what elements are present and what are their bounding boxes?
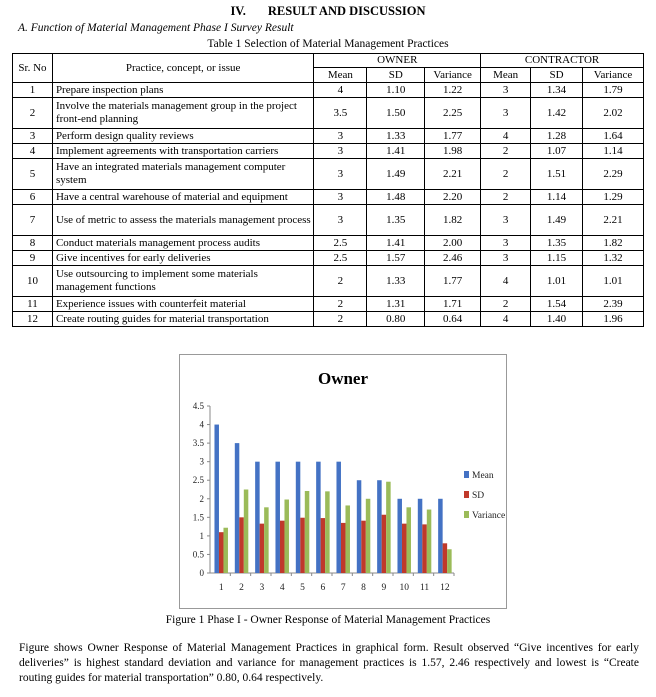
y-tick-label: 4.5	[192, 401, 204, 411]
owner-variance-cell: 1.82	[425, 205, 481, 236]
bar-mean	[235, 443, 240, 573]
table-row	[13, 312, 644, 327]
y-tick-label: 2	[199, 493, 204, 504]
row-practice: Perform design quality reviews	[52, 129, 313, 144]
y-tick-label: 2.5	[192, 475, 204, 486]
bar-variance	[447, 549, 452, 573]
row-practice: Create routing guides for material transportation	[52, 312, 313, 327]
bar-sd	[260, 524, 265, 573]
bar-sd	[443, 543, 448, 573]
header-sr-no: Sr. No	[13, 54, 53, 83]
x-tick-label: 1	[218, 583, 224, 593]
owner-mean-cell: 2.5	[314, 251, 367, 266]
contractor-sd-cell: 1.40	[531, 312, 583, 327]
section-number: IV.	[230, 4, 246, 18]
table-caption: Table 1 Selection of Material Management Practices	[207, 38, 449, 50]
owner-chart	[179, 354, 507, 609]
contractor-variance-cell: 2.02	[582, 98, 643, 129]
owner-sd-cell: 1.33	[367, 266, 425, 297]
contractor-mean-cell: 3	[481, 205, 531, 236]
header-owner-sd: SD	[367, 68, 425, 83]
owner-sd-cell: 1.33	[367, 129, 425, 144]
bar-mean	[275, 462, 280, 573]
bar-mean	[336, 462, 341, 573]
owner-variance-cell: 2.25	[425, 98, 481, 129]
section-heading	[0, 4, 656, 19]
contractor-variance-cell: 1.29	[582, 190, 643, 205]
contractor-mean-cell: 3	[481, 236, 531, 251]
contractor-variance-cell: 1.64	[582, 129, 643, 144]
table-row	[13, 205, 644, 236]
row-practice: Conduct materials management process audits	[52, 236, 313, 251]
bar-variance	[223, 528, 228, 573]
row-sr-no: 1	[13, 83, 53, 98]
bar-sd	[300, 518, 305, 573]
bar-variance	[244, 490, 249, 574]
bar-mean	[397, 499, 402, 573]
y-tick-label: 1	[199, 530, 204, 541]
owner-mean-cell: 3	[314, 129, 367, 144]
owner-variance-cell: 1.77	[425, 129, 481, 144]
bar-sd	[219, 532, 224, 573]
table-row	[13, 266, 644, 297]
bar-sd	[341, 523, 346, 573]
contractor-sd-cell: 1.14	[531, 190, 583, 205]
bar-variance	[284, 500, 289, 573]
contractor-variance-cell: 1.32	[582, 251, 643, 266]
y-tick-label: 3.5	[192, 438, 204, 449]
contractor-variance-cell: 1.01	[582, 266, 643, 297]
owner-sd-cell: 1.35	[367, 205, 425, 236]
owner-sd-cell: 1.48	[367, 190, 425, 205]
legend-label-variance: Variance	[472, 511, 506, 521]
owner-variance-cell: 2.20	[425, 190, 481, 205]
row-practice: Involve the materials management group in the project front-end planning	[52, 98, 313, 129]
contractor-sd-cell: 1.51	[531, 159, 583, 190]
x-tick-label: 7	[340, 583, 346, 593]
table-row	[13, 190, 644, 205]
contractor-mean-cell: 4	[481, 266, 531, 297]
section-title: RESULT AND DISCUSSION	[267, 4, 426, 18]
bar-mean	[418, 499, 423, 573]
y-tick-label: 0	[199, 568, 204, 578]
figure-caption: Figure 1 Phase I - Owner Response of Material Management Practices	[165, 614, 491, 626]
row-practice: Give incentives for early deliveries	[52, 251, 313, 266]
contractor-mean-cell: 2	[481, 144, 531, 159]
contractor-mean-cell: 3	[481, 98, 531, 129]
row-sr-no: 10	[13, 266, 53, 297]
contractor-sd-cell: 1.35	[531, 236, 583, 251]
bar-variance	[406, 507, 411, 573]
owner-mean-cell: 4	[314, 83, 367, 98]
contractor-variance-cell: 1.14	[582, 144, 643, 159]
y-tick-label: 1.5	[192, 512, 204, 523]
row-sr-no: 5	[13, 159, 53, 190]
contractor-sd-cell: 1.42	[531, 98, 583, 129]
row-practice: Use outsourcing to implement some materials management functions	[52, 266, 313, 297]
bar-mean	[255, 462, 260, 573]
contractor-sd-cell: 1.54	[531, 297, 583, 312]
bar-mean	[377, 480, 382, 573]
row-practice: Prepare inspection plans	[52, 83, 313, 98]
bar-sd	[239, 517, 244, 573]
table-row	[13, 98, 644, 129]
x-tick-label: 5	[300, 583, 305, 593]
owner-sd-cell: 1.49	[367, 159, 425, 190]
bar-variance	[366, 499, 371, 573]
bar-sd	[422, 524, 427, 573]
owner-variance-cell: 0.64	[425, 312, 481, 327]
header-owner-variance: Variance	[425, 68, 481, 83]
row-sr-no: 12	[13, 312, 53, 327]
contractor-mean-cell: 2	[481, 297, 531, 312]
header-owner: OWNER	[314, 54, 481, 68]
contractor-mean-cell: 2	[481, 190, 531, 205]
owner-mean-cell: 2	[314, 266, 367, 297]
bar-variance	[264, 507, 269, 573]
owner-variance-cell: 2.46	[425, 251, 481, 266]
contractor-variance-cell: 2.29	[582, 159, 643, 190]
header-owner-mean: Mean	[314, 68, 367, 83]
bar-sd	[402, 524, 407, 573]
bar-mean	[296, 462, 301, 573]
bar-variance	[427, 510, 432, 573]
owner-mean-cell: 3.5	[314, 98, 367, 129]
row-sr-no: 7	[13, 205, 53, 236]
bar-mean	[214, 425, 219, 573]
owner-sd-cell: 0.80	[367, 312, 425, 327]
legend-swatch-mean	[464, 471, 469, 478]
row-practice: Experience issues with counterfeit material	[52, 297, 313, 312]
legend-label-sd: SD	[472, 491, 485, 501]
header-contractor-mean: Mean	[481, 68, 531, 83]
owner-variance-cell: 1.71	[425, 297, 481, 312]
owner-variance-cell: 2.00	[425, 236, 481, 251]
chart-title: Owner	[317, 369, 369, 388]
table-body	[13, 83, 644, 327]
owner-variance-cell: 1.22	[425, 83, 481, 98]
contractor-variance-cell: 1.96	[582, 312, 643, 327]
subsection-heading: A. Function of Material Management Phase I Survey Result	[18, 22, 294, 34]
row-sr-no: 6	[13, 190, 53, 205]
bar-mean	[316, 462, 321, 573]
row-sr-no: 8	[13, 236, 53, 251]
contractor-mean-cell: 4	[481, 312, 531, 327]
bar-variance	[305, 491, 310, 573]
bar-sd	[280, 521, 285, 573]
header-contractor-variance: Variance	[582, 68, 643, 83]
table-row	[13, 129, 644, 144]
legend-swatch-variance	[464, 511, 469, 518]
owner-sd-cell: 1.57	[367, 251, 425, 266]
owner-mean-cell: 2	[314, 312, 367, 327]
contractor-mean-cell: 3	[481, 83, 531, 98]
row-sr-no: 4	[13, 144, 53, 159]
contractor-variance-cell: 2.21	[582, 205, 643, 236]
owner-variance-cell: 1.77	[425, 266, 481, 297]
row-practice: Use of metric to assess the materials management process	[52, 205, 313, 236]
row-sr-no: 11	[13, 297, 53, 312]
owner-mean-cell: 3	[314, 144, 367, 159]
table-row	[13, 251, 644, 266]
contractor-mean-cell: 4	[481, 129, 531, 144]
row-sr-no: 3	[13, 129, 53, 144]
x-tick-label: 4	[279, 583, 285, 593]
bar-sd	[382, 515, 387, 573]
legend-swatch-sd	[464, 491, 469, 498]
contractor-sd-cell: 1.34	[531, 83, 583, 98]
contractor-variance-cell: 2.39	[582, 297, 643, 312]
bar-mean	[438, 499, 443, 573]
row-practice: Have an integrated materials management computer system	[52, 159, 313, 190]
owner-mean-cell: 3	[314, 205, 367, 236]
owner-sd-cell: 1.41	[367, 144, 425, 159]
row-practice: Have a central warehouse of material and equipment	[52, 190, 313, 205]
owner-sd-cell: 1.10	[367, 83, 425, 98]
contractor-sd-cell: 1.15	[531, 251, 583, 266]
table-row	[13, 297, 644, 312]
contractor-sd-cell: 1.07	[531, 144, 583, 159]
bar-variance	[386, 482, 391, 573]
x-tick-label: 3	[259, 583, 265, 593]
contractor-sd-cell: 1.49	[531, 205, 583, 236]
table-row	[13, 159, 644, 190]
table-row	[13, 83, 644, 98]
bar-mean	[357, 480, 362, 573]
y-tick-label: 4	[199, 419, 204, 430]
contractor-variance-cell: 1.82	[582, 236, 643, 251]
bar-sd	[321, 518, 326, 573]
owner-mean-cell: 3	[314, 190, 367, 205]
contractor-sd-cell: 1.01	[531, 266, 583, 297]
header-contractor: CONTRACTOR	[481, 54, 644, 68]
owner-mean-cell: 3	[314, 159, 367, 190]
contractor-sd-cell: 1.28	[531, 129, 583, 144]
owner-sd-cell: 1.31	[367, 297, 425, 312]
body-paragraph: Figure shows Owner Response of Material Management Practices in graphical form. Result observed “Give incentives for early deliveries” is highest standard deviation and variance for management practices is 1.57, 2.46 respectively and lowest is “Create routing guides for material transportation” 0.80, 0.64 respectively.	[19, 642, 639, 684]
owner-mean-cell: 2	[314, 297, 367, 312]
x-tick-label: 6	[320, 583, 326, 593]
header-contractor-sd: SD	[531, 68, 583, 83]
x-tick-label: 9	[381, 583, 387, 593]
table-row	[13, 236, 644, 251]
y-tick-label: 3	[199, 456, 204, 467]
owner-sd-cell: 1.41	[367, 236, 425, 251]
bar-sd	[361, 521, 366, 573]
contractor-mean-cell: 3	[481, 251, 531, 266]
owner-variance-cell: 1.98	[425, 144, 481, 159]
owner-mean-cell: 2.5	[314, 236, 367, 251]
bar-variance	[325, 491, 330, 573]
x-tick-label: 11	[419, 583, 430, 593]
legend-label-mean: Mean	[472, 471, 494, 481]
y-tick-label: 0.5	[192, 549, 204, 560]
row-practice: Implement agreements with transportation carriers	[52, 144, 313, 159]
contractor-variance-cell: 1.79	[582, 83, 643, 98]
row-sr-no: 9	[13, 251, 53, 266]
table-row	[13, 144, 644, 159]
bar-variance	[345, 505, 350, 573]
contractor-mean-cell: 2	[481, 159, 531, 190]
x-tick-label: 10	[399, 583, 409, 593]
results-table	[12, 53, 644, 327]
chart-plot	[180, 355, 506, 608]
row-sr-no: 2	[13, 98, 53, 129]
header-practice: Practice, concept, or issue	[52, 54, 313, 83]
x-tick-label: 12	[440, 583, 450, 593]
x-tick-label: 2	[239, 583, 244, 593]
owner-sd-cell: 1.50	[367, 98, 425, 129]
x-tick-label: 8	[361, 583, 366, 593]
owner-variance-cell: 2.21	[425, 159, 481, 190]
